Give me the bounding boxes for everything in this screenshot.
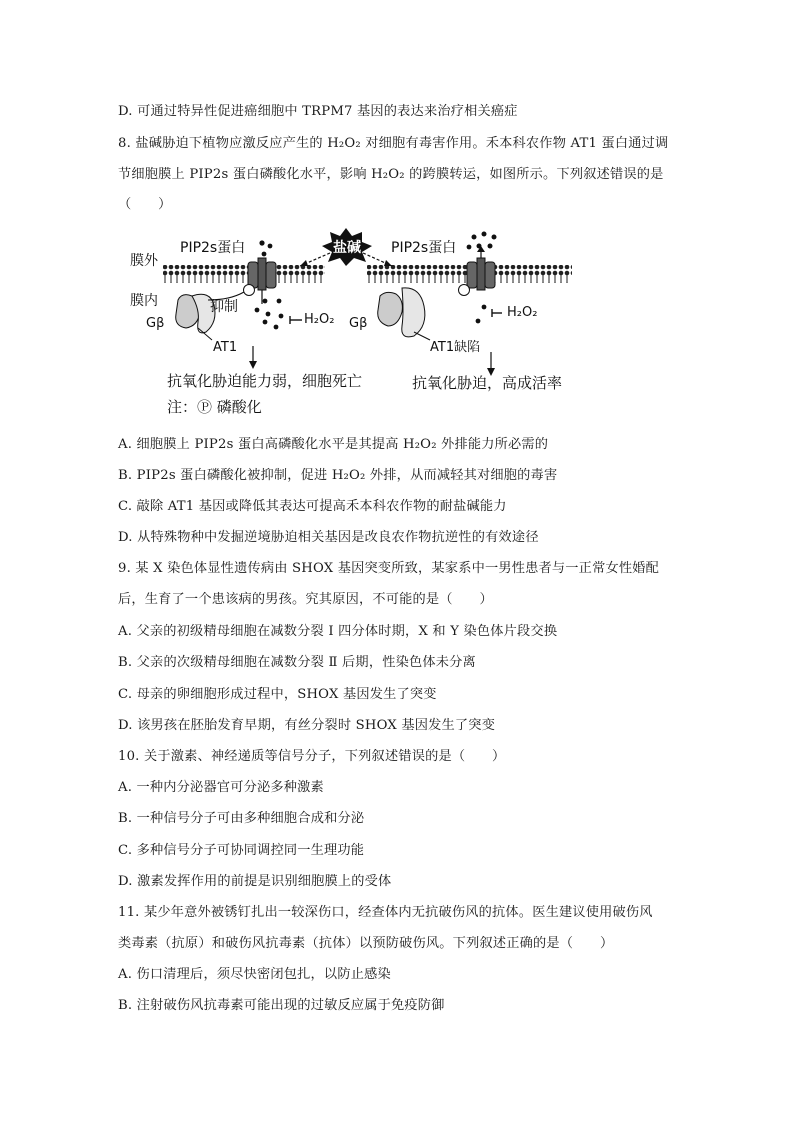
pip2s-label-right: PIP2s蛋白: [391, 240, 457, 256]
q9-stem-line2: 后，生育了一个患该病的男孩。究其原因，不可能的是（ ）: [118, 592, 493, 607]
q9-stem-line1: 9. 某 X 染色体显性遗传病由 SHOX 基因突变所致，某家系中一男性患者与一正常女性婚配: [118, 561, 660, 576]
q10-option-b: B. 一种信号分子可由多种细胞合成和分泌: [118, 811, 365, 826]
q7-option-d: D. 可通过特异性促进癌细胞中 TRPM7 基因的表达来治疗相关癌症: [118, 104, 518, 119]
membrane-left: [163, 265, 325, 283]
q10-option-c: C. 多种信号分子可协同调控同一生理功能: [118, 843, 365, 858]
h2o2-label-left: H₂O₂: [304, 312, 335, 327]
q8-stem-line3: （ ）: [118, 197, 172, 212]
gbeta-label-right: Gβ: [349, 316, 368, 331]
result-left: 抗氧化胁迫能力弱，细胞死亡: [167, 372, 363, 390]
q8-option-a: A. 细胞膜上 PIP2s 蛋白高磷酸化水平是其提高 H₂O₂ 外排能力所必需的: [118, 437, 549, 452]
q10-option-d: D. 激素发挥作用的前提是识别细胞膜上的受体: [118, 874, 392, 889]
figure-note: 注：Ⓟ 磷酸化: [167, 398, 262, 416]
q11-option-b: B. 注射破伤风抗毒素可能出现的过敏反应属于免疫防御: [118, 998, 445, 1013]
pip2s-channel-left: [244, 258, 277, 296]
q10-option-a: A. 一种内分泌器官可分泌多种激素: [118, 780, 324, 795]
q10-stem: 10. 关于激素、神经递质等信号分子，下列叙述错误的是（ ）: [118, 749, 506, 764]
outside-label: 膜外: [130, 253, 158, 269]
at1-label-left: AT1: [213, 340, 238, 355]
salt-label: 盐碱: [333, 240, 361, 256]
inhibit-label: 抑制: [210, 299, 238, 315]
q11-stem-line1: 11. 某少年意外被锈钉扎出一较深伤口，经查体内无抗破伤风的抗体。医生建议使用破伤风: [118, 905, 653, 920]
q11-stem-line2: 类毒素（抗原）和破伤风抗毒素（抗体）以预防破伤风。下列叙述正确的是（ ）: [118, 936, 614, 951]
q11-option-a: A. 伤口清理后，须尽快密闭包扎，以防止感染: [118, 967, 391, 982]
q9-option-a: A. 父亲的初级精母细胞在减数分裂 I 四分体时期，X 和 Y 染色体片段交换: [118, 624, 558, 639]
q8-option-b: B. PIP2s 蛋白磷酸化被抑制，促进 H₂O₂ 外排，从而减轻其对细胞的毒害: [118, 468, 558, 483]
q8-option-d: D. 从特殊物种中发掘逆境胁迫相关基因是改良农作物抗逆性的有效途径: [118, 530, 539, 545]
gbeta-right: [378, 292, 403, 326]
at1-label-right: AT1缺陷: [430, 340, 481, 355]
result-right: 抗氧化胁迫，高成活率: [412, 374, 563, 392]
q9-option-d: D. 该男孩在胚胎发育早期，有丝分裂时 SHOX 基因发生了突变: [118, 718, 496, 733]
q8-stem-line2: 节细胞膜上 PIP2s 蛋白磷酸化水平，影响 H₂O₂ 的跨膜转运，如图所示。下列叙述错误的是: [118, 167, 664, 182]
h2o2-label-right: H₂O₂: [507, 305, 538, 320]
at1-defect-right: [402, 288, 425, 337]
q8-option-c: C. 敲除 AT1 基因或降低其表达可提高禾本科农作物的耐盐碱能力: [118, 499, 507, 514]
q8-stem-line1: 8. 盐碱胁迫下植物应激反应产生的 H₂O₂ 对细胞有毒害作用。禾本科农作物 AT1 蛋白通过调: [118, 136, 669, 151]
q9-option-b: B. 父亲的次级精母细胞在减数分裂 Ⅱ 后期，性染色体未分离: [118, 655, 476, 670]
gbeta-label-left: Gβ: [146, 316, 165, 331]
q9-option-c: C. 母亲的卵细胞形成过程中，SHOX 基因发生了突变: [118, 687, 437, 702]
inside-label: 膜内: [130, 293, 158, 309]
pip2s-label-left: PIP2s蛋白: [180, 240, 246, 256]
